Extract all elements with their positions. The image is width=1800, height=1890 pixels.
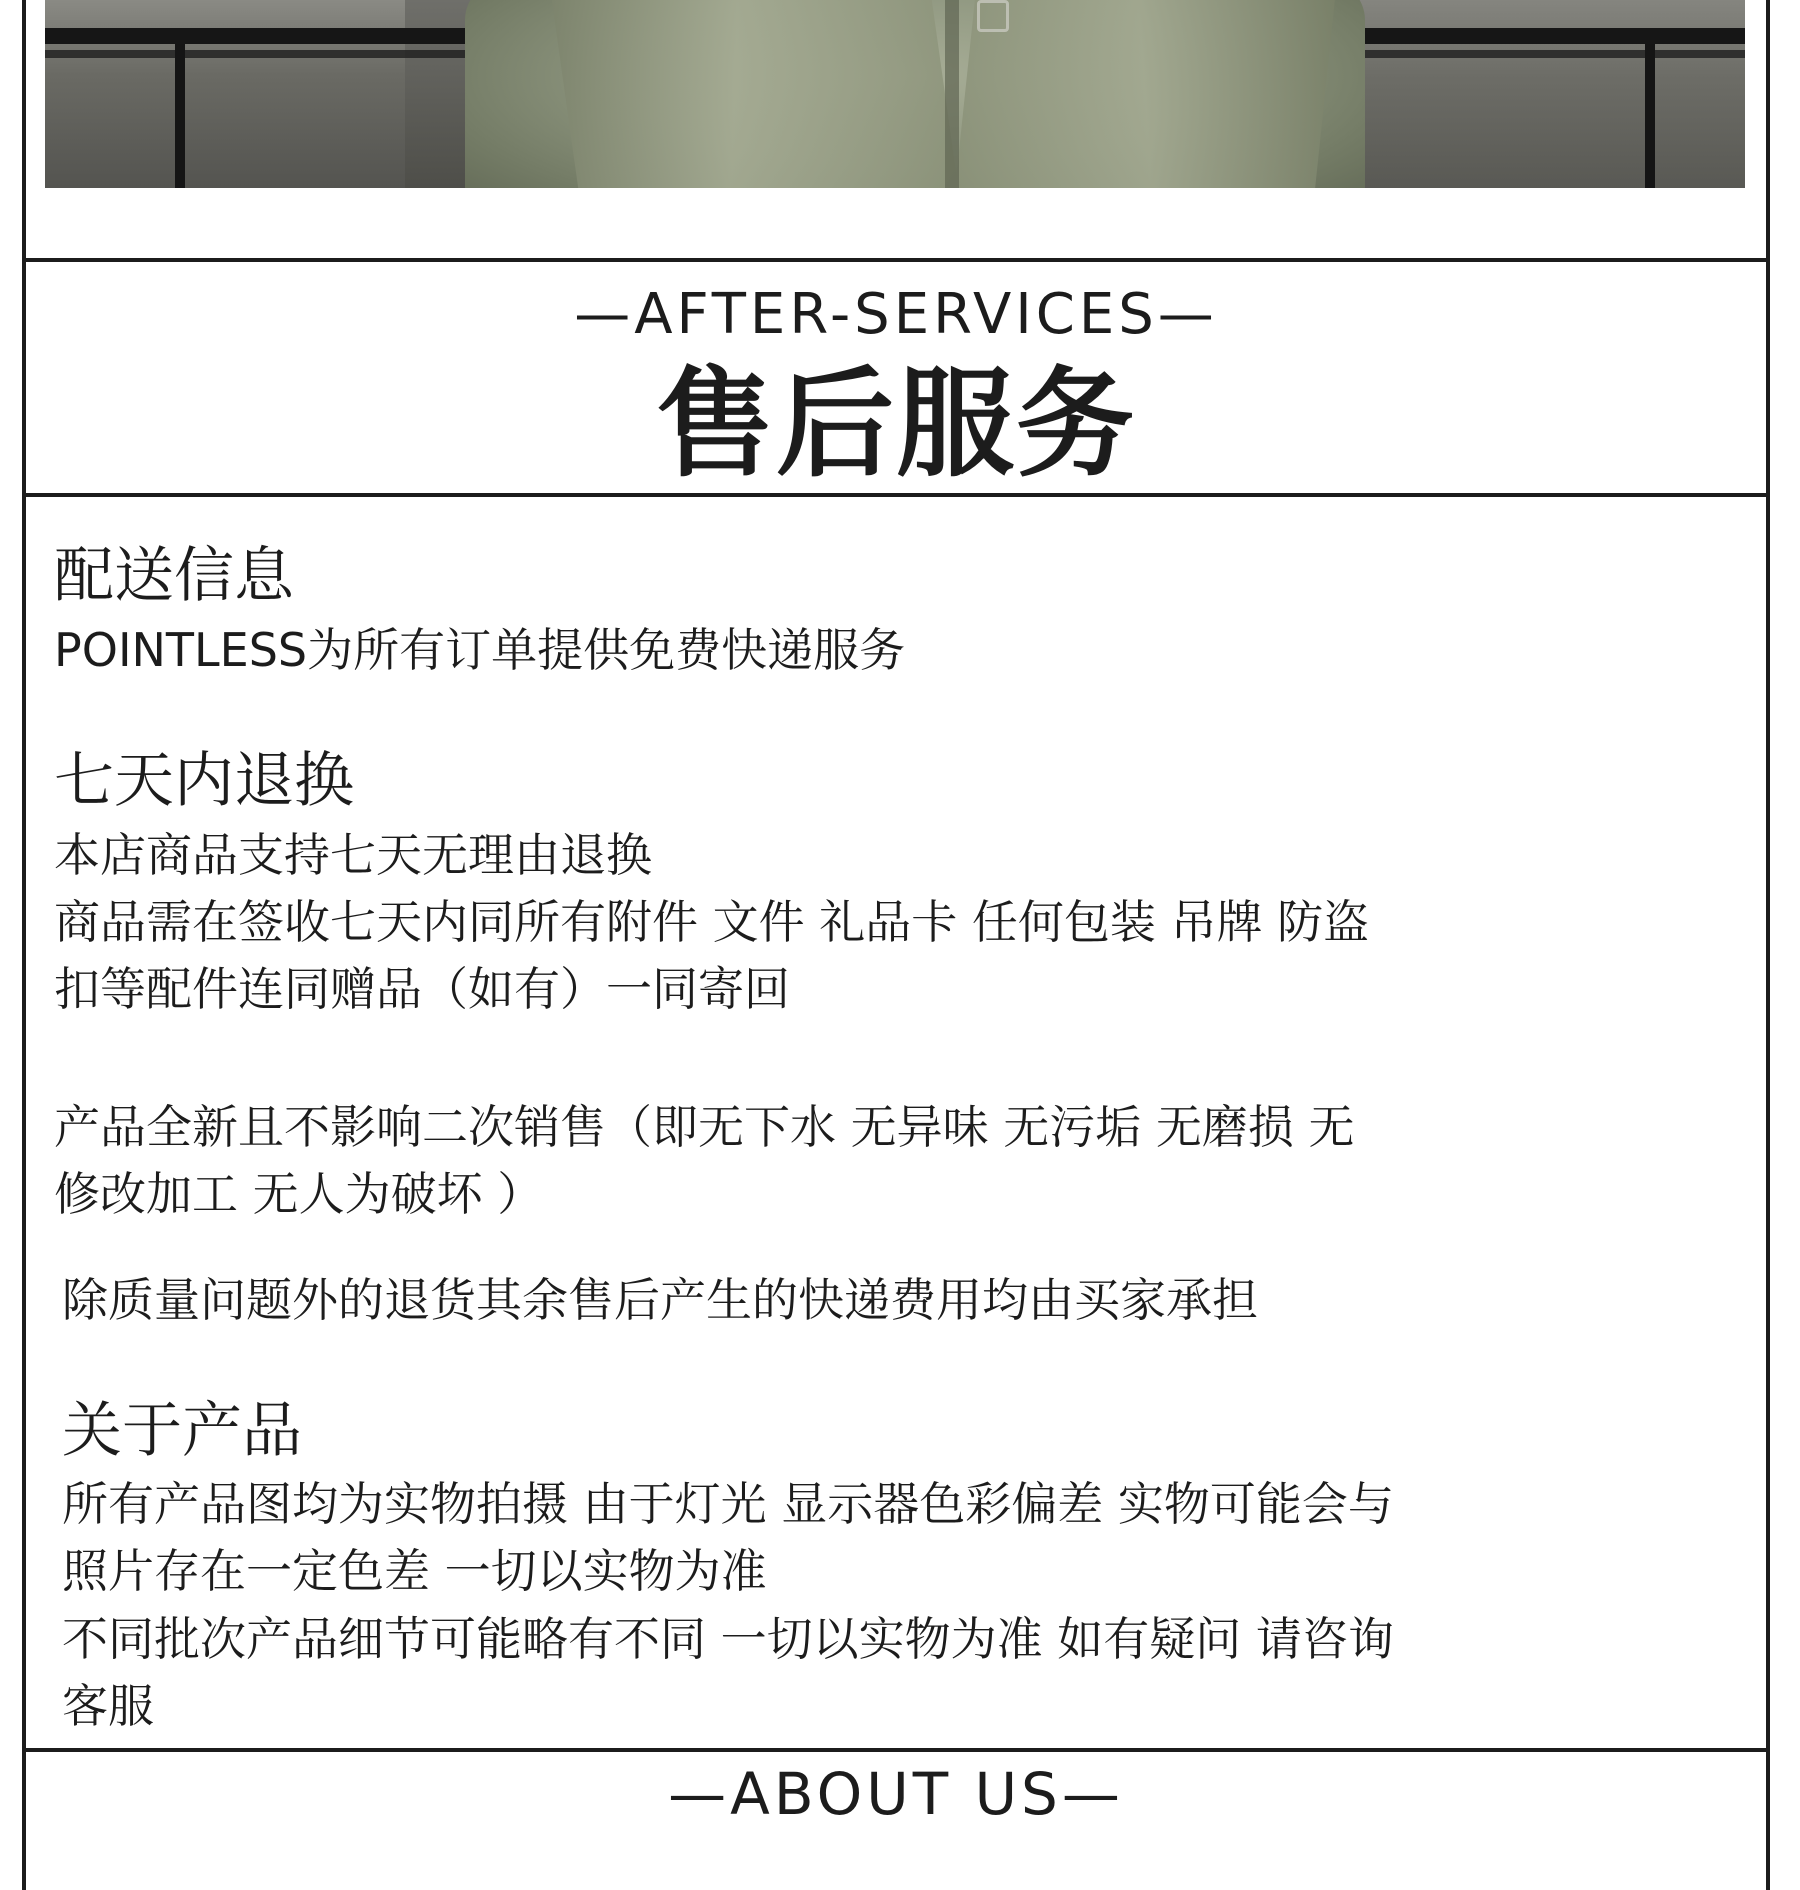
- divider-about: [22, 1748, 1770, 1752]
- returns-heading: 七天内退换: [54, 746, 354, 816]
- product-photo: [45, 0, 1745, 188]
- divider-services: [22, 493, 1770, 497]
- returns-line: 扣等配件连同赠品（如有）一同寄回: [54, 962, 790, 1016]
- returns-line: 本店商品支持七天无理由退换: [54, 828, 652, 882]
- delivery-heading: 配送信息: [54, 541, 294, 611]
- about-product-line: 照片存在一定色差 一切以实物为准: [62, 1544, 767, 1598]
- delivery-text: POINTLESS为所有订单提供免费快递服务: [54, 623, 906, 677]
- returns-line: 商品需在签收七天内同所有附件 文件 礼品卡 任何包装 吊牌 防盗: [54, 895, 1370, 949]
- returns-condition-line: 产品全新且不影响二次销售（即无下水 无异味 无污垢 无磨损 无: [54, 1100, 1355, 1154]
- after-services-en-title: —AFTER-SERVICES—: [574, 282, 1218, 347]
- after-services-zh-title: 售后服务: [655, 355, 1136, 493]
- about-us-en-title: —ABOUT US—: [668, 1760, 1124, 1828]
- about-product-line: 客服: [62, 1679, 154, 1733]
- about-product-line: 不同批次产品细节可能略有不同 一切以实物为准 如有疑问 请咨询: [62, 1612, 1394, 1666]
- about-product-line: 所有产品图均为实物拍摄 由于灯光 显示器色彩偏差 实物可能会与: [62, 1477, 1394, 1531]
- about-product-heading: 关于产品: [62, 1396, 302, 1466]
- divider-top: [22, 258, 1770, 262]
- returns-shipping-fee: 除质量问题外的退货其余售后产生的快递费用均由买家承担: [62, 1273, 1258, 1327]
- returns-condition-line: 修改加工 无人为破坏 ）: [54, 1167, 544, 1221]
